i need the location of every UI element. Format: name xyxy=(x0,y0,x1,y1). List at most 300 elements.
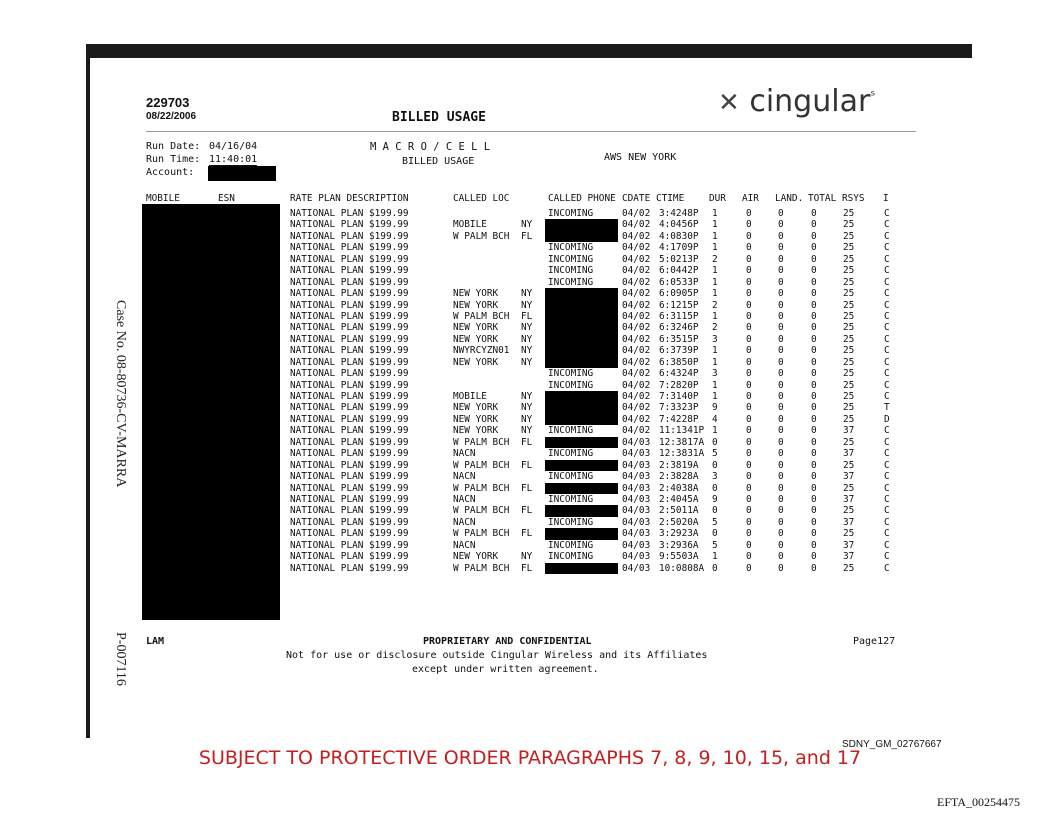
cell-i-flag: C xyxy=(884,345,890,357)
cell-ctime: 6:0905P xyxy=(659,288,699,300)
cell-i-flag: D xyxy=(884,413,890,425)
cell-rate-plan: NATIONAL PLAN $199.99 xyxy=(290,276,409,288)
cell-cdate: 04/02 xyxy=(622,368,651,380)
cell-land: 0 xyxy=(778,288,784,300)
cell-i-flag: C xyxy=(884,219,890,231)
cell-called-phone: INCOMING xyxy=(548,516,594,528)
cell-land: 0 xyxy=(778,230,784,242)
cell-i-flag: C xyxy=(884,425,890,437)
cell-called-phone: INCOMING xyxy=(548,539,594,551)
cell-i-flag: C xyxy=(884,379,890,391)
cell-total: 0 xyxy=(811,208,817,219)
cell-dur: 0 xyxy=(712,436,718,448)
account-label: Account: xyxy=(146,167,195,178)
cell-ctime: 6:3115P xyxy=(659,310,699,322)
cell-dur: 5 xyxy=(712,539,718,551)
cell-land: 0 xyxy=(778,459,784,471)
cell-i-flag: C xyxy=(884,516,890,528)
page-number: Page127 xyxy=(853,636,896,647)
run-date-value: 04/16/04 xyxy=(209,141,258,152)
cell-dur: 9 xyxy=(712,402,718,414)
cell-rate-plan: NATIONAL PLAN $199.99 xyxy=(290,345,409,357)
cell-rsys: 25 xyxy=(843,322,855,334)
cell-called-state: NY xyxy=(521,333,533,345)
col-ctime: CTIME xyxy=(656,193,685,204)
called-phone-redaction xyxy=(545,300,618,312)
cell-land: 0 xyxy=(778,208,784,219)
logo-superscript: ˢ xyxy=(870,88,876,104)
cell-rsys: 37 xyxy=(843,471,855,483)
cell-called-state: FL xyxy=(521,436,533,448)
cell-rate-plan: NATIONAL PLAN $199.99 xyxy=(290,219,409,231)
cell-called-loc: NWYRCYZN01 xyxy=(453,345,510,357)
cell-dur: 1 xyxy=(712,276,718,288)
cell-air: 0 xyxy=(746,448,752,460)
protective-order-banner: SUBJECT TO PROTECTIVE ORDER PARAGRAPHS 7, 8, 9, 10, 15, and 17 xyxy=(198,747,862,769)
cell-i-flag: C xyxy=(884,562,890,574)
cell-land: 0 xyxy=(778,253,784,265)
called-phone-redaction xyxy=(545,563,618,575)
cell-total: 0 xyxy=(811,482,817,494)
cell-ctime: 4:0830P xyxy=(659,230,699,242)
cell-rsys: 25 xyxy=(843,310,855,322)
called-phone-redaction xyxy=(545,437,618,449)
cell-called-loc: W PALM BCH xyxy=(453,459,510,471)
col-total: TOTAL xyxy=(808,193,837,204)
case-number-stamp: Case No. 08-80736-CV-MARRA xyxy=(113,300,128,488)
cell-rsys: 25 xyxy=(843,402,855,414)
called-phone-redaction xyxy=(545,219,618,231)
cell-air: 0 xyxy=(746,402,752,414)
run-date-label: Run Date: xyxy=(146,141,201,152)
cell-called-loc: NACN xyxy=(453,516,476,528)
cell-ctime: 2:4045A xyxy=(659,493,699,505)
cell-i-flag: C xyxy=(884,322,890,334)
cell-total: 0 xyxy=(811,516,817,528)
cell-rsys: 25 xyxy=(843,528,855,540)
cell-land: 0 xyxy=(778,265,784,277)
cell-rsys: 25 xyxy=(843,208,855,219)
cell-cdate: 04/03 xyxy=(622,448,651,460)
cell-total: 0 xyxy=(811,551,817,563)
cell-air: 0 xyxy=(746,230,752,242)
cell-total: 0 xyxy=(811,265,817,277)
cell-i-flag: C xyxy=(884,299,890,311)
cell-called-phone: INCOMING xyxy=(548,276,594,288)
cell-air: 0 xyxy=(746,288,752,300)
cell-ctime: 2:3828A xyxy=(659,471,699,483)
col-dur: DUR xyxy=(709,193,726,204)
cell-rsys: 37 xyxy=(843,551,855,563)
cell-called-loc: NEW YORK xyxy=(453,322,499,334)
cell-air: 0 xyxy=(746,436,752,448)
cell-rsys: 25 xyxy=(843,242,855,254)
cell-called-loc: NEW YORK xyxy=(453,288,499,300)
cell-ctime: 6:4324P xyxy=(659,368,699,380)
cell-called-loc: NEW YORK xyxy=(453,356,499,368)
cell-rate-plan: NATIONAL PLAN $199.99 xyxy=(290,493,409,505)
cell-cdate: 04/02 xyxy=(622,356,651,368)
cell-called-loc: W PALM BCH xyxy=(453,562,510,574)
called-phone-redaction xyxy=(545,414,618,426)
col-land: LAND. xyxy=(775,193,804,204)
called-phone-redaction xyxy=(545,357,618,369)
called-phone-redaction xyxy=(545,483,618,495)
cell-rsys: 37 xyxy=(843,539,855,551)
cell-air: 0 xyxy=(746,276,752,288)
cell-total: 0 xyxy=(811,379,817,391)
cell-air: 0 xyxy=(746,219,752,231)
cell-called-state: FL xyxy=(521,505,533,517)
aws-market: AWS NEW YORK xyxy=(604,152,677,163)
cell-ctime: 4:1709P xyxy=(659,242,699,254)
cell-i-flag: C xyxy=(884,333,890,345)
cell-called-state: NY xyxy=(521,402,533,414)
cell-cdate: 04/03 xyxy=(622,539,651,551)
cell-cdate: 04/03 xyxy=(622,528,651,540)
cell-total: 0 xyxy=(811,493,817,505)
cell-cdate: 04/02 xyxy=(622,242,651,254)
col-air: AIR xyxy=(742,193,759,204)
cell-land: 0 xyxy=(778,299,784,311)
cell-cdate: 04/02 xyxy=(622,333,651,345)
cell-rate-plan: NATIONAL PLAN $199.99 xyxy=(290,288,409,300)
col-esn: ESN xyxy=(218,193,235,204)
cell-rate-plan: NATIONAL PLAN $199.99 xyxy=(290,528,409,540)
cell-ctime: 2:5011A xyxy=(659,505,699,517)
cell-i-flag: C xyxy=(884,471,890,483)
cell-dur: 0 xyxy=(712,562,718,574)
cell-total: 0 xyxy=(811,402,817,414)
cell-dur: 2 xyxy=(712,299,718,311)
cell-cdate: 04/03 xyxy=(622,516,651,528)
cell-rsys: 25 xyxy=(843,413,855,425)
cell-land: 0 xyxy=(778,539,784,551)
cell-rate-plan: NATIONAL PLAN $199.99 xyxy=(290,391,409,402)
account-redaction xyxy=(208,166,276,181)
cell-called-phone: INCOMING xyxy=(548,425,594,437)
cell-called-state: NY xyxy=(521,391,533,402)
confidential-heading: PROPRIETARY AND CONFIDENTIAL xyxy=(423,636,592,647)
cell-rate-plan: NATIONAL PLAN $199.99 xyxy=(290,356,409,368)
cell-total: 0 xyxy=(811,425,817,437)
cell-called-phone: INCOMING xyxy=(548,208,594,219)
cell-ctime: 7:3323P xyxy=(659,402,699,414)
cell-rsys: 37 xyxy=(843,448,855,460)
cell-cdate: 04/02 xyxy=(622,379,651,391)
cell-dur: 5 xyxy=(712,448,718,460)
cell-dur: 1 xyxy=(712,345,718,357)
cell-called-state: NY xyxy=(521,322,533,334)
cell-total: 0 xyxy=(811,310,817,322)
footer-initials: LAM xyxy=(146,636,165,647)
cell-total: 0 xyxy=(811,288,817,300)
cell-cdate: 04/03 xyxy=(622,482,651,494)
cell-ctime: 3:2923A xyxy=(659,528,699,540)
cell-called-state: FL xyxy=(521,230,533,242)
cell-total: 0 xyxy=(811,230,817,242)
cell-total: 0 xyxy=(811,299,817,311)
cell-air: 0 xyxy=(746,413,752,425)
cell-cdate: 04/02 xyxy=(622,299,651,311)
cell-i-flag: C xyxy=(884,242,890,254)
cell-land: 0 xyxy=(778,413,784,425)
cell-air: 0 xyxy=(746,345,752,357)
cell-rate-plan: NATIONAL PLAN $199.99 xyxy=(290,505,409,517)
cell-dur: 0 xyxy=(712,528,718,540)
cell-i-flag: C xyxy=(884,551,890,563)
cell-dur: 0 xyxy=(712,482,718,494)
cell-total: 0 xyxy=(811,448,817,460)
cell-called-phone: INCOMING xyxy=(548,471,594,483)
cell-rate-plan: NATIONAL PLAN $199.99 xyxy=(290,551,409,563)
cell-i-flag: C xyxy=(884,310,890,322)
cell-air: 0 xyxy=(746,528,752,540)
cell-total: 0 xyxy=(811,276,817,288)
cell-called-state: FL xyxy=(521,562,533,574)
cell-air: 0 xyxy=(746,368,752,380)
cell-rate-plan: NATIONAL PLAN $199.99 xyxy=(290,562,409,574)
cell-called-loc: NACN xyxy=(453,493,476,505)
cell-cdate: 04/03 xyxy=(622,436,651,448)
cell-called-loc: NEW YORK xyxy=(453,333,499,345)
efta-stamp: EFTA_00254475 xyxy=(937,795,1021,809)
cell-cdate: 04/02 xyxy=(622,219,651,231)
cell-rsys: 37 xyxy=(843,493,855,505)
cell-called-state: NY xyxy=(521,356,533,368)
cell-called-phone: INCOMING xyxy=(548,253,594,265)
cell-air: 0 xyxy=(746,551,752,563)
called-phone-redaction xyxy=(545,322,618,334)
cingular-logo xyxy=(718,84,876,119)
cell-dur: 4 xyxy=(712,413,718,425)
scan-top-border xyxy=(86,44,972,58)
cell-rate-plan: NATIONAL PLAN $199.99 xyxy=(290,368,409,380)
cell-i-flag: C xyxy=(884,448,890,460)
cell-air: 0 xyxy=(746,471,752,483)
cell-cdate: 04/03 xyxy=(622,493,651,505)
cell-land: 0 xyxy=(778,356,784,368)
cell-called-phone: INCOMING xyxy=(548,265,594,277)
called-phone-redaction xyxy=(545,391,618,403)
cell-i-flag: C xyxy=(884,493,890,505)
cell-called-state: NY xyxy=(521,345,533,357)
cell-land: 0 xyxy=(778,493,784,505)
cell-i-flag: C xyxy=(884,391,890,402)
cell-ctime: 3:4248P xyxy=(659,208,699,219)
cell-dur: 1 xyxy=(712,551,718,563)
cell-i-flag: C xyxy=(884,265,890,277)
cell-ctime: 10:0808A xyxy=(659,562,705,574)
cell-ctime: 12:3831A xyxy=(659,448,705,460)
cell-total: 0 xyxy=(811,471,817,483)
page-title: BILLED USAGE xyxy=(392,110,486,125)
run-time-value: 11:40:01 xyxy=(209,154,258,165)
cell-air: 0 xyxy=(746,310,752,322)
called-phone-redaction xyxy=(545,311,618,323)
cell-air: 0 xyxy=(746,425,752,437)
cell-cdate: 04/02 xyxy=(622,265,651,277)
cell-called-loc: W PALM BCH xyxy=(453,436,510,448)
cell-ctime: 4:0456P xyxy=(659,219,699,231)
cell-rsys: 37 xyxy=(843,516,855,528)
cell-called-state: FL xyxy=(521,310,533,322)
cell-total: 0 xyxy=(811,219,817,231)
cell-rsys: 25 xyxy=(843,230,855,242)
cell-rate-plan: NATIONAL PLAN $199.99 xyxy=(290,322,409,334)
cell-called-state: FL xyxy=(521,459,533,471)
cell-called-state: NY xyxy=(521,288,533,300)
cell-rate-plan: NATIONAL PLAN $199.99 xyxy=(290,539,409,551)
cell-called-loc: MOBILE xyxy=(453,219,487,231)
called-phone-redaction xyxy=(545,345,618,357)
bates-number-stamp: P-007116 xyxy=(113,632,128,686)
cell-air: 0 xyxy=(746,379,752,391)
cell-rate-plan: NATIONAL PLAN $199.99 xyxy=(290,242,409,254)
cell-dur: 1 xyxy=(712,219,718,231)
cell-cdate: 04/02 xyxy=(622,310,651,322)
cell-cdate: 04/03 xyxy=(622,505,651,517)
cell-air: 0 xyxy=(746,356,752,368)
cell-rsys: 25 xyxy=(843,379,855,391)
cell-land: 0 xyxy=(778,551,784,563)
cell-rate-plan: NATIONAL PLAN $199.99 xyxy=(290,448,409,460)
cell-dur: 1 xyxy=(712,265,718,277)
cell-ctime: 6:3850P xyxy=(659,356,699,368)
cell-dur: 1 xyxy=(712,356,718,368)
cell-ctime: 2:4038A xyxy=(659,482,699,494)
cell-air: 0 xyxy=(746,539,752,551)
cell-i-flag: C xyxy=(884,528,890,540)
cell-rate-plan: NATIONAL PLAN $199.99 xyxy=(290,310,409,322)
cell-called-loc: MOBILE xyxy=(453,391,487,402)
cell-called-loc: NEW YORK xyxy=(453,413,499,425)
cell-i-flag: C xyxy=(884,276,890,288)
cell-air: 0 xyxy=(746,299,752,311)
cell-total: 0 xyxy=(811,356,817,368)
cell-total: 0 xyxy=(811,562,817,574)
cell-called-phone: INCOMING xyxy=(548,368,594,380)
cell-cdate: 04/03 xyxy=(622,562,651,574)
cell-rsys: 25 xyxy=(843,219,855,231)
cell-rsys: 25 xyxy=(843,368,855,380)
cell-land: 0 xyxy=(778,562,784,574)
cell-rsys: 25 xyxy=(843,345,855,357)
cell-land: 0 xyxy=(778,276,784,288)
cell-rsys: 25 xyxy=(843,391,855,402)
cell-land: 0 xyxy=(778,516,784,528)
cell-rsys: 25 xyxy=(843,288,855,300)
mobile-esn-redaction xyxy=(142,204,280,620)
cell-land: 0 xyxy=(778,310,784,322)
cell-rate-plan: NATIONAL PLAN $199.99 xyxy=(290,333,409,345)
cell-air: 0 xyxy=(746,482,752,494)
cell-land: 0 xyxy=(778,333,784,345)
header-divider xyxy=(146,131,916,132)
cell-rsys: 25 xyxy=(843,459,855,471)
cell-cdate: 04/02 xyxy=(622,425,651,437)
called-phone-redaction xyxy=(545,334,618,346)
cell-i-flag: C xyxy=(884,505,890,517)
cell-called-loc: W PALM BCH xyxy=(453,310,510,322)
cell-total: 0 xyxy=(811,413,817,425)
document-id: 229703 xyxy=(146,95,190,110)
cell-land: 0 xyxy=(778,322,784,334)
cell-air: 0 xyxy=(746,208,752,219)
cell-rate-plan: NATIONAL PLAN $199.99 xyxy=(290,459,409,471)
confidential-line-1: Not for use or disclosure outside Cingular Wireless and its Affiliates xyxy=(286,650,708,661)
cell-cdate: 04/02 xyxy=(622,208,651,219)
cell-called-phone: INCOMING xyxy=(548,448,594,460)
cell-rate-plan: NATIONAL PLAN $199.99 xyxy=(290,425,409,437)
cell-total: 0 xyxy=(811,253,817,265)
cell-dur: 1 xyxy=(712,230,718,242)
cell-i-flag: C xyxy=(884,230,890,242)
cell-called-state: NY xyxy=(521,299,533,311)
cell-called-state: FL xyxy=(521,482,533,494)
cell-rate-plan: NATIONAL PLAN $199.99 xyxy=(290,402,409,414)
cell-called-loc: NACN xyxy=(453,448,476,460)
cell-rate-plan: NATIONAL PLAN $199.99 xyxy=(290,253,409,265)
called-phone-redaction xyxy=(545,231,618,243)
cell-cdate: 04/03 xyxy=(622,471,651,483)
cell-called-state: NY xyxy=(521,413,533,425)
cell-land: 0 xyxy=(778,219,784,231)
cell-ctime: 6:1215P xyxy=(659,299,699,311)
cell-called-state: NY xyxy=(521,551,533,563)
cell-cdate: 04/02 xyxy=(622,345,651,357)
cell-dur: 1 xyxy=(712,425,718,437)
called-phone-redaction xyxy=(545,402,618,414)
cell-called-loc: NEW YORK xyxy=(453,425,499,437)
cell-land: 0 xyxy=(778,505,784,517)
cell-cdate: 04/02 xyxy=(622,322,651,334)
cell-ctime: 3:2936A xyxy=(659,539,699,551)
cell-cdate: 04/02 xyxy=(622,288,651,300)
cell-dur: 5 xyxy=(712,516,718,528)
cell-air: 0 xyxy=(746,333,752,345)
cell-land: 0 xyxy=(778,345,784,357)
cell-dur: 1 xyxy=(712,310,718,322)
cell-ctime: 7:3140P xyxy=(659,391,699,402)
macro-cell-title: M A C R O / C E L L xyxy=(370,141,491,153)
cell-rate-plan: NATIONAL PLAN $199.99 xyxy=(290,265,409,277)
cell-i-flag: T xyxy=(884,402,890,414)
cell-dur: 9 xyxy=(712,493,718,505)
cell-air: 0 xyxy=(746,265,752,277)
cell-rate-plan: NATIONAL PLAN $199.99 xyxy=(290,379,409,391)
cell-rsys: 25 xyxy=(843,482,855,494)
called-phone-redaction xyxy=(545,460,618,472)
cell-ctime: 6:0533P xyxy=(659,276,699,288)
cell-rsys: 25 xyxy=(843,562,855,574)
cell-called-loc: W PALM BCH xyxy=(453,230,510,242)
cell-i-flag: C xyxy=(884,356,890,368)
cell-air: 0 xyxy=(746,391,752,402)
cell-called-loc: NACN xyxy=(453,539,476,551)
cell-dur: 1 xyxy=(712,391,718,402)
cell-dur: 0 xyxy=(712,505,718,517)
cell-cdate: 04/02 xyxy=(622,253,651,265)
cell-rsys: 25 xyxy=(843,253,855,265)
cell-i-flag: C xyxy=(884,368,890,380)
cingular-x-icon: ✕ xyxy=(718,88,740,118)
cell-rsys: 25 xyxy=(843,265,855,277)
cell-dur: 1 xyxy=(712,379,718,391)
cell-rate-plan: NATIONAL PLAN $199.99 xyxy=(290,471,409,483)
document-date: 08/22/2006 xyxy=(146,111,197,122)
cell-land: 0 xyxy=(778,402,784,414)
